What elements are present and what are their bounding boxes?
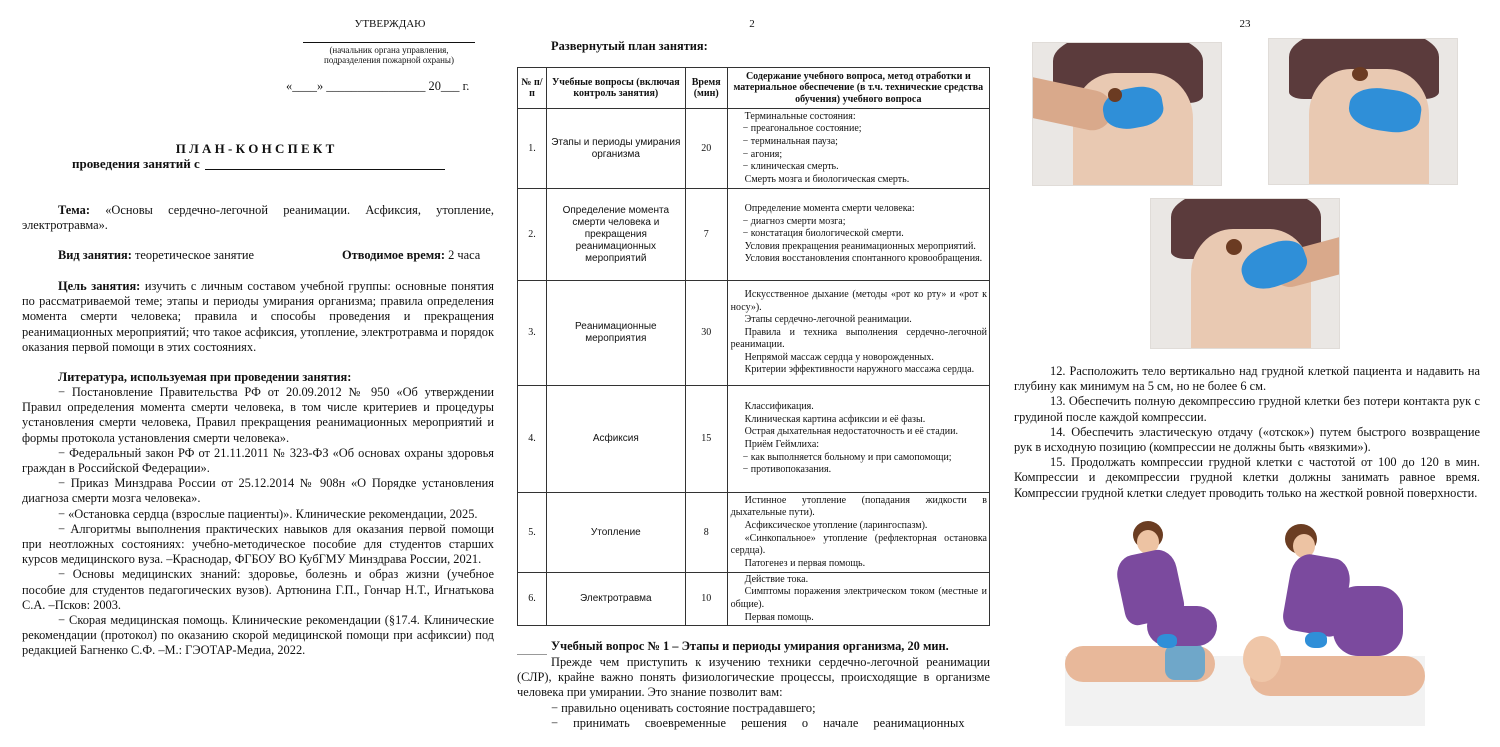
glove-icon <box>1157 634 1177 648</box>
content-line: Острая дыхательная недостаточность и её стадии. <box>744 426 958 438</box>
instruction-step: 14. Обеспечить эластическую отдачу («отскок») путем быстрого возвращение рук в исходную позицию (компрессии не должны быть «вязкими»). <box>1014 424 1480 455</box>
content-line: − преагональное состояние; <box>742 123 862 135</box>
lesson-time <box>342 248 502 263</box>
manikin-shorts <box>1165 644 1205 680</box>
content-line: Клиническая картина асфиксии и её фазы. <box>744 413 926 425</box>
instruction-step: 15. Продолжать компрессии грудной клетки с частотой от 100 до 120 в мин. Компрессии и декомпрессии грудной клетки должны занимать равное время. Компрессии грудной клетки следует проводить только на жесткой ровной поверхности. <box>1014 455 1480 500</box>
page-number: 23 <box>1239 18 1251 30</box>
header-content: Содержание учебного вопроса, метод отработки и материальное обеспечение (в т.ч. технические средства обучения) учебного вопроса <box>727 68 989 109</box>
row-content <box>727 189 989 281</box>
content-line: − констатация биологической смерти. <box>742 228 904 240</box>
table-row <box>518 386 990 493</box>
table-row <box>518 493 990 573</box>
row-number: 6. <box>518 573 547 626</box>
content-line: Смерть мозга и биологическая смерть. <box>744 173 910 185</box>
content-line: Этапы сердечно-легочной реанимации. <box>744 314 912 326</box>
content-line: − диагноз смерти мозга; <box>742 215 846 227</box>
content-line: Истинное утопление (попадания жидкости в дыхательные пути). <box>730 494 987 519</box>
content-line: Критерии эффективности наружного массажа сердца. <box>744 364 975 376</box>
row-content <box>727 573 989 626</box>
marker-dot <box>1352 67 1368 81</box>
row-content <box>727 109 989 189</box>
content-line: Патогенез и первая помощь. <box>744 557 866 569</box>
table-row <box>518 189 990 281</box>
content-line: Классификация. <box>744 401 814 413</box>
row-time: 30 <box>685 281 727 386</box>
row-number: 2. <box>518 189 547 281</box>
instruction-step: 12. Расположить тело вертикально над грудной клеткой пациента и надавить на глубину как минимум на 5 см, но не более 6 см. <box>1014 364 1480 394</box>
content-line: Асфиксическое утопление (ларингоспазм). <box>744 519 928 531</box>
content-line: Терминальные состояния: <box>744 110 856 122</box>
document-subtitle: проведения занятий с <box>72 156 200 171</box>
row-time: 20 <box>685 109 727 189</box>
instruction-step: 13. Обеспечить полную декомпрессию грудной клетки без потери контакта рук с грудиной после каждой компрессии. <box>1014 394 1480 424</box>
kind-label: Вид занятия: <box>58 248 132 262</box>
plan-table <box>517 67 990 626</box>
document-page-3 <box>1010 0 1500 747</box>
content-line: − клиническая смерть. <box>742 161 839 173</box>
content-line: Действие тока. <box>744 573 809 585</box>
literature-item: − Приказ Минздрава России от 25.12.2014 № 908н «О Порядке установления диагноза смерти мозга человека». <box>22 476 494 506</box>
table-header-row <box>518 68 990 109</box>
question-1-item: − правильно оценивать состояние пострадавшего; <box>551 701 816 715</box>
row-question: Электротравма <box>546 573 685 626</box>
content-line: Приём Геймлиха: <box>744 439 820 450</box>
content-line: − противопоказания. <box>742 464 832 476</box>
literature-list <box>22 385 494 659</box>
literature-item: − Постановление Правительства РФ от 20.09.2012 № 950 «Об утверждении Правил определения момента смерти человека, в том числе критериев и процедуры установления смерти человека, Правил прекращения реанимационных мероприятий и формы протокола установления смерти человека». <box>22 385 494 445</box>
literature-item: − Скорая медицинская помощь. Клинические рекомендации (§17.4. Клинические рекомендации (протокол) по оказанию скорой медицинской помощи при асфиксии) под редакцией Багненко С.Ф. –М.: ГЭОТАР-Медиа, 2022. <box>22 613 494 658</box>
content-line: Искусственное дыхание (методы «рот ко рту» и «рот к носу»). <box>730 288 987 313</box>
content-line: Условия восстановления спонтанного кровообращения. <box>744 253 983 265</box>
row-number: 5. <box>518 493 547 573</box>
kind-value: теоретическое занятие <box>134 248 254 262</box>
marker-dot <box>1108 88 1122 102</box>
topic-label: Тема: <box>58 203 90 217</box>
plan-heading: Развернутый план занятия: <box>551 39 708 53</box>
page-number: 2 <box>749 18 755 30</box>
cpr-hand-position-photo-3 <box>1150 198 1340 349</box>
content-line: Определение момента смерти человека: <box>744 203 915 215</box>
cpr-hand-position-photo-2 <box>1268 38 1458 185</box>
row-question: Определение момента смерти человека и прекращения реанимационных мероприятий <box>546 189 685 281</box>
subtitle-line <box>205 169 445 170</box>
content-line: Первая помощь. <box>744 611 814 623</box>
row-time: 7 <box>685 189 727 281</box>
time-label: Отводимое время: <box>342 248 445 262</box>
row-content <box>727 386 989 493</box>
cpr-hand-position-photo-1 <box>1032 42 1222 186</box>
signature-line <box>303 42 475 43</box>
content-line: Условия прекращения реанимационных мероприятий. <box>744 240 976 252</box>
time-value: 2 часа <box>448 248 481 262</box>
header-question: Учебные вопросы (включая контроль занятия) <box>546 68 685 109</box>
header-number: № п/п <box>518 68 547 109</box>
lesson-goal <box>22 279 494 355</box>
content-line: − агония; <box>742 148 783 160</box>
row-number: 1. <box>518 109 547 189</box>
topic <box>22 203 494 233</box>
content-line: Симптомы поражения электрическом током (местные и общие). <box>730 586 987 610</box>
approve-label: УТВЕРЖДАЮ <box>354 18 426 30</box>
content-line: «Синкопальное» утопление (рефлекторная остановка сердца). <box>730 532 987 557</box>
topic-text: «Основы сердечно-легочной реанимации. Асфиксия, утопление, электротравма». <box>22 203 494 233</box>
content-line: Правила и техника выполнения сердечно-легочной реанимации. <box>730 326 987 351</box>
goal-text: изучить с личным составом учебной группы: основные понятия по рассматриваемой теме; этапы и периоды умирания организма; правила определения момента смерти человека; правила и способы проведения и прекращения реанимационных мероприятий; что такое асфиксия, утопление, электротравма и порядок оказания первой помощи в этих состояниях. <box>22 279 494 354</box>
row-content <box>727 281 989 386</box>
row-number: 4. <box>518 386 547 493</box>
document-page-1 <box>0 0 512 747</box>
literature-item: − Федеральный закон РФ от 21.11.2011 № 323-ФЗ «Об основах охраны здоровья граждан в Российской Федерации». <box>22 445 494 476</box>
question-1-item: − принимать своевременные решения о начале реанимационных <box>551 716 965 730</box>
document-page-2 <box>512 0 1010 747</box>
header-time: Время (мин) <box>685 68 727 109</box>
row-number: 3. <box>518 281 547 386</box>
content-line: Непрямой массаж сердца у новорожденных. <box>744 351 934 363</box>
row-time: 15 <box>685 386 727 493</box>
row-time: 10 <box>685 573 727 626</box>
row-time: 8 <box>685 493 727 573</box>
table-row <box>518 573 990 626</box>
date-line: «____» ________________ 20___ г. <box>286 79 470 93</box>
row-question: Реанимационные мероприятия <box>546 281 685 386</box>
content-line: − как выполняется больному и при самопомощи; <box>742 451 952 463</box>
goal-label: Цель занятия: <box>58 279 141 293</box>
row-content <box>727 493 989 573</box>
question-1-heading: Учебный вопрос № 1 – Этапы и периоды умирания организма, 20 мин. <box>551 639 949 653</box>
question-1-text: Прежде чем приступить к изучению техники сердечно-легочной реанимации (СЛР), крайне важно понять физиологические процессы, происходящие в организме человека при умирании. Это знание позволит вам: <box>517 655 990 700</box>
literature-item: − Алгоритмы выполнения практических навыков для оказания первой помощи при неотложных состояниях: учебно-методическое пособие для студентов старших курсов медицинского вуза. –Краснодар, ФГБОУ ВО КубГМУ Минздрава России, 2021. <box>22 521 494 567</box>
literature-item: − Основы медицинских знаний: здоровье, болезнь и образ жизни (учебное пособие для студентов педагогических вузов). Артюнина Г.П., Гончар Н.Т., Игнатькова С.А. –Псков: 2003. <box>22 567 494 612</box>
lesson-kind <box>58 248 318 263</box>
row-question: Утопление <box>546 493 685 573</box>
cpr-training-photo <box>1065 516 1425 726</box>
literature-item: − «Остановка сердца (взрослые пациенты)». Клинические рекомендации, 2025. <box>58 506 478 521</box>
literature-title: Литература, используемая при проведении занятия: <box>58 370 352 384</box>
approve-note-2: подразделения пожарной охраны) <box>324 55 454 65</box>
content-line: − терминальная пауза; <box>742 135 838 147</box>
table-row <box>518 281 990 386</box>
marker-dot <box>1226 239 1242 255</box>
instructions <box>1014 364 1480 501</box>
rescuer-legs <box>1333 586 1403 656</box>
manikin-head <box>1243 636 1281 682</box>
table-row <box>518 109 990 189</box>
row-question: Асфиксия <box>546 386 685 493</box>
approve-note-1: (начальник органа управления, <box>329 45 449 55</box>
row-question: Этапы и периоды умирания организма <box>546 109 685 189</box>
document-title: П Л А Н - К О Н С П Е К Т <box>175 141 335 156</box>
glove-icon <box>1305 632 1327 648</box>
